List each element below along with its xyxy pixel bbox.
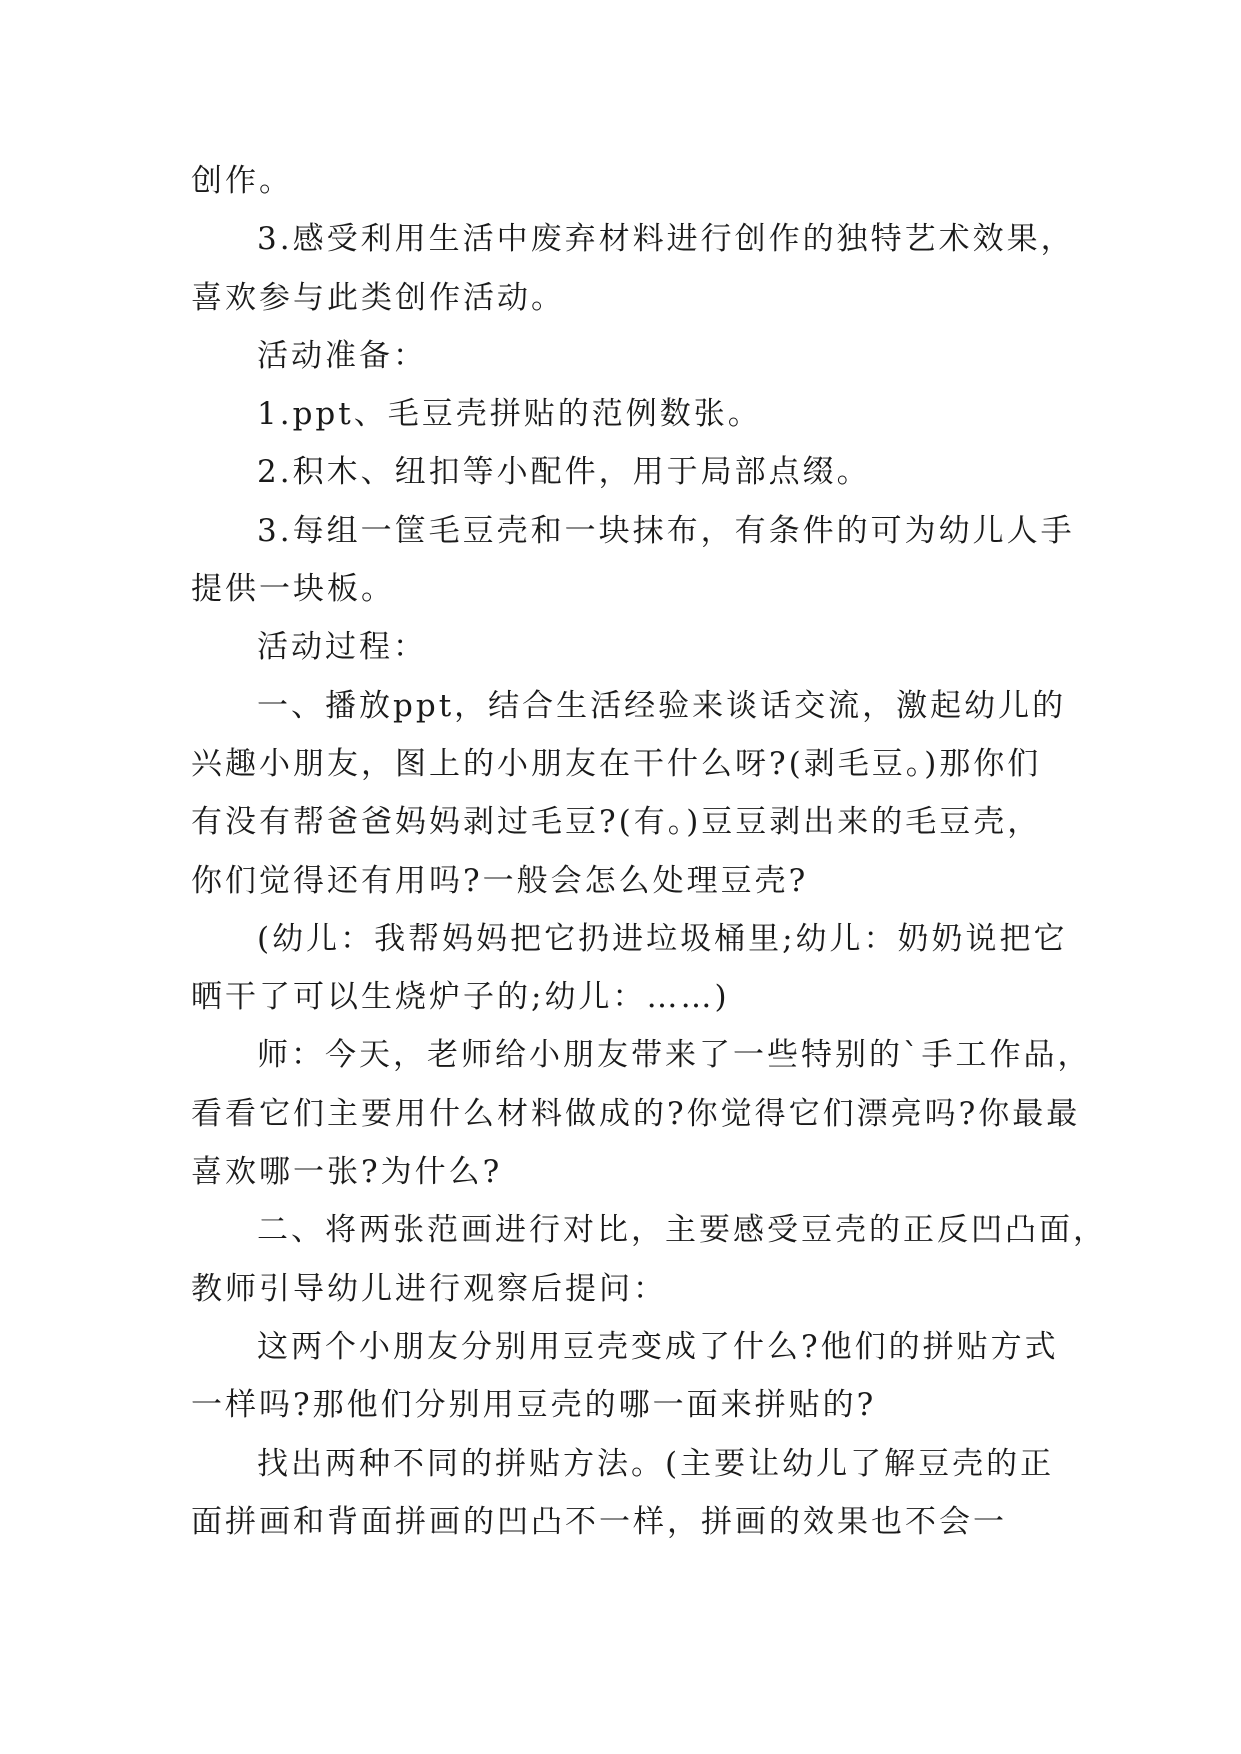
list-item <box>191 385 1066 443</box>
text-line: 面拼画和背面拼画的凹凸不一样，拼画的效果也不会一 <box>191 1503 1007 1540</box>
document-body <box>191 152 1107 1551</box>
text-line: 活动准备： <box>257 337 427 374</box>
text-line: 有没有帮爸爸妈妈剥过毛豆?(有。)豆豆剥出来的毛豆壳， <box>191 804 1042 841</box>
text-line: 活动过程： <box>257 629 427 666</box>
text-line: 喜欢参与此类创作活动。 <box>191 279 565 316</box>
text-line: 晒干了可以生烧炉子的;幼儿：……) <box>191 979 730 1016</box>
text-line: 创作。 <box>191 163 293 199</box>
text-line: 这两个小朋友分别用豆壳变成了什么?他们的拼贴方式 <box>257 1328 1059 1365</box>
paragraph <box>191 210 1075 327</box>
paragraph <box>191 910 1066 1027</box>
text-line: 提供一块板。 <box>191 571 395 608</box>
text-line: 1.ppt、毛豆壳拼贴的范例数张。 <box>257 396 762 433</box>
paragraph <box>191 1026 1092 1201</box>
section-heading <box>191 618 1066 676</box>
text-line: 3.感受利用生活中废弃材料进行创作的独特艺术效果， <box>257 221 1075 258</box>
text-line: 2.积木、纽扣等小配件，用于局部点缀。 <box>257 454 871 491</box>
paragraph <box>191 677 1066 910</box>
text-line: 3.每组一筐毛豆壳和一块抹布，有条件的可为幼儿人手 <box>257 512 1075 549</box>
text-line: 一样吗?那他们分别用豆壳的哪一面来拼贴的? <box>191 1387 877 1424</box>
text-line: 喜欢哪一张?为什么? <box>191 1154 503 1191</box>
text-line: 你们觉得还有用吗?一般会怎么处理豆壳? <box>191 862 809 899</box>
list-item <box>191 502 1075 619</box>
paragraph <box>191 1318 1066 1435</box>
text-line: 师：今天，老师给小朋友带来了一些特别的`手工作品， <box>257 1037 1092 1074</box>
paragraph <box>191 1435 1066 1552</box>
text-line: 教师引导幼儿进行观察后提问： <box>191 1270 667 1307</box>
list-item <box>191 443 1066 501</box>
text-line: 二、将两张范画进行对比，主要感受豆壳的正反凹凸面， <box>257 1212 1107 1249</box>
text-line: 找出两种不同的拼贴方法。(主要让幼儿了解豆壳的正 <box>257 1445 1055 1482</box>
section-heading <box>191 327 1066 385</box>
paragraph <box>191 1201 1107 1318</box>
text-line: (幼儿：我帮妈妈把它扔进垃圾桶里;幼儿：奶奶说把它 <box>257 920 1068 957</box>
text-line: 一、播放ppt，结合生活经验来谈话交流，激起幼儿的 <box>257 687 1067 724</box>
text-line: 看看它们主要用什么材料做成的?你觉得它们漂亮吗?你最最 <box>191 1095 1081 1132</box>
paragraph <box>191 152 1066 210</box>
text-line: 兴趣小朋友，图上的小朋友在干什么呀?(剥毛豆。)那你们 <box>191 745 1042 782</box>
